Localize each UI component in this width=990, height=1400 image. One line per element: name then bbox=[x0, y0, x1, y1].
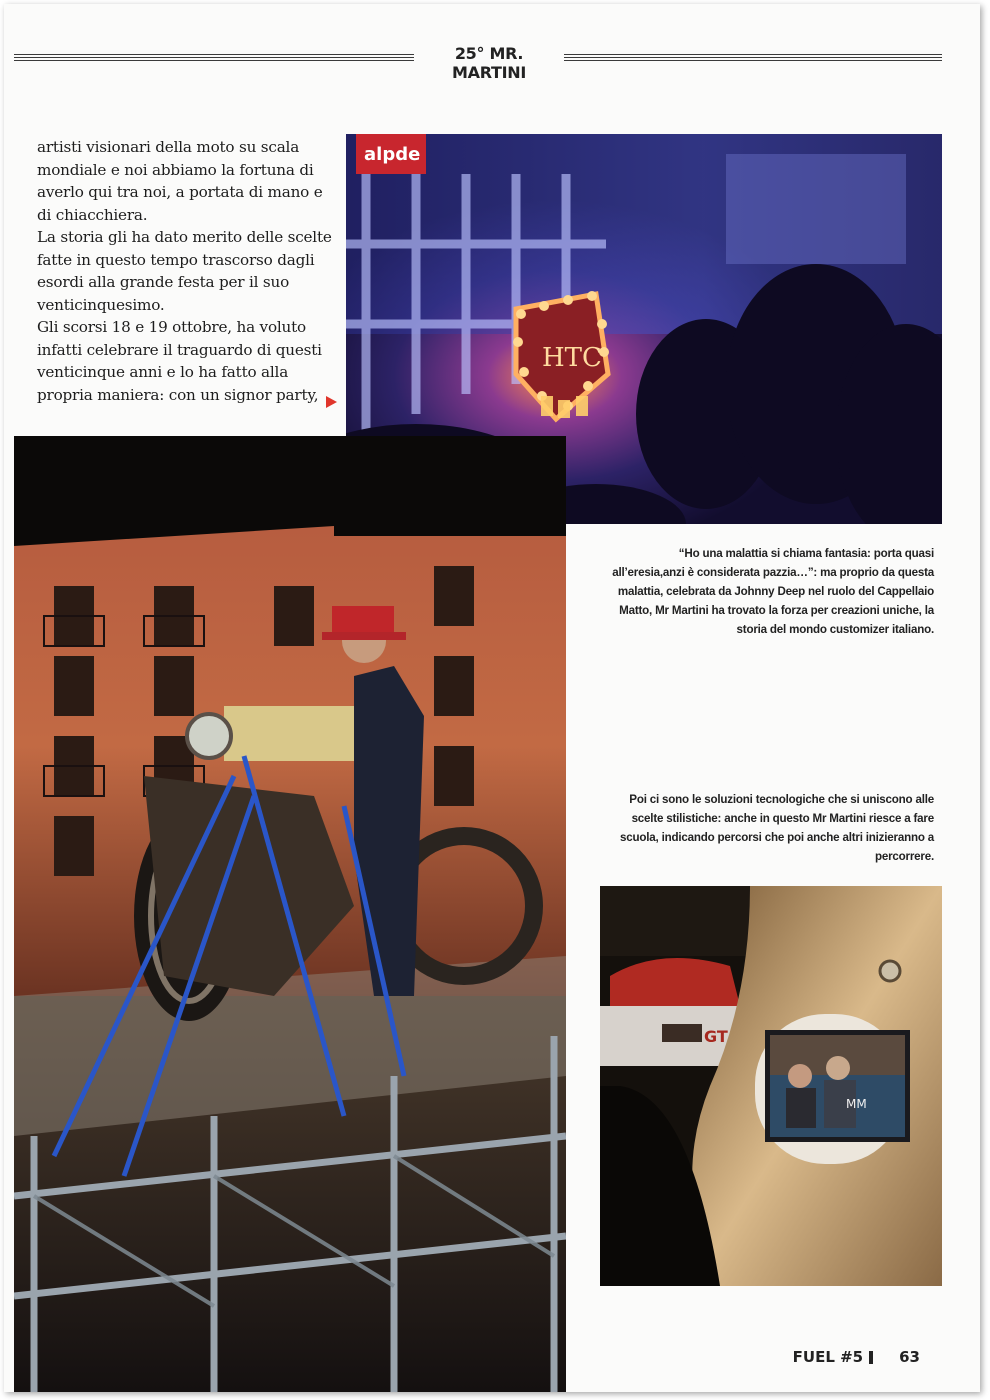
party-sign-text: HTC bbox=[542, 343, 602, 373]
detail-photo bbox=[600, 886, 942, 1286]
header-title-text: MR. MARTINI bbox=[451, 44, 527, 82]
tablet-screen-sign: MM bbox=[846, 1097, 867, 1111]
header-rule-left bbox=[14, 54, 414, 61]
page-number: 63 bbox=[899, 1348, 920, 1366]
article-paragraph: Gli scorsi 18 e 19 ottobre, ha voluto infatti celebrare il traguardo di questi venticinque anni e lo ha fatto alla propria maniera: con un signor party, bbox=[37, 318, 322, 404]
magazine-issue: FUEL #5 bbox=[792, 1348, 864, 1366]
photo-caption-quote: “Ho una malattia si chiama fantasia: porta quasi all’eresia,anzi è considerata pazzia…”: ma proprio da questa malattia, celebrata da Johnny Deep nel ruolo del Cappellaio Matto, Mr Martini ha trovato la forza per creazioni uniche, la storia del mondo customizer italiano. bbox=[612, 547, 934, 636]
footer-bar-icon bbox=[869, 1351, 873, 1364]
article-paragraph: La storia gli ha dato merito delle scelte fatte in questo tempo trascorso dagli esordi alla grande festa per il suo venticinquesimo. bbox=[37, 228, 332, 314]
tank-label: GT bbox=[704, 1027, 728, 1046]
page-footer bbox=[793, 1348, 920, 1366]
article-paragraph: artisti visionari della moto su scala mondiale e noi abbiamo la fortuna di averlo qui tra noi, a portata di mano e di chiacchiera. bbox=[37, 138, 323, 224]
article-body bbox=[37, 136, 337, 406]
header-title bbox=[416, 44, 562, 82]
stage-photo bbox=[14, 436, 566, 1392]
magazine-page bbox=[4, 4, 980, 1392]
photo-caption-technology: Poi ci sono le soluzioni tecnologiche che si uniscono alle scelte stilistiche: anche in questo Mr Martini riesce a fare scuola, indicando percorsi che poi anche altri inizieranno a percorrere. bbox=[620, 793, 934, 863]
continue-arrow-icon bbox=[326, 396, 337, 408]
header-rule-right bbox=[564, 54, 942, 61]
header-number: 25° bbox=[454, 44, 485, 63]
storefront-sign: alpde bbox=[364, 144, 421, 165]
